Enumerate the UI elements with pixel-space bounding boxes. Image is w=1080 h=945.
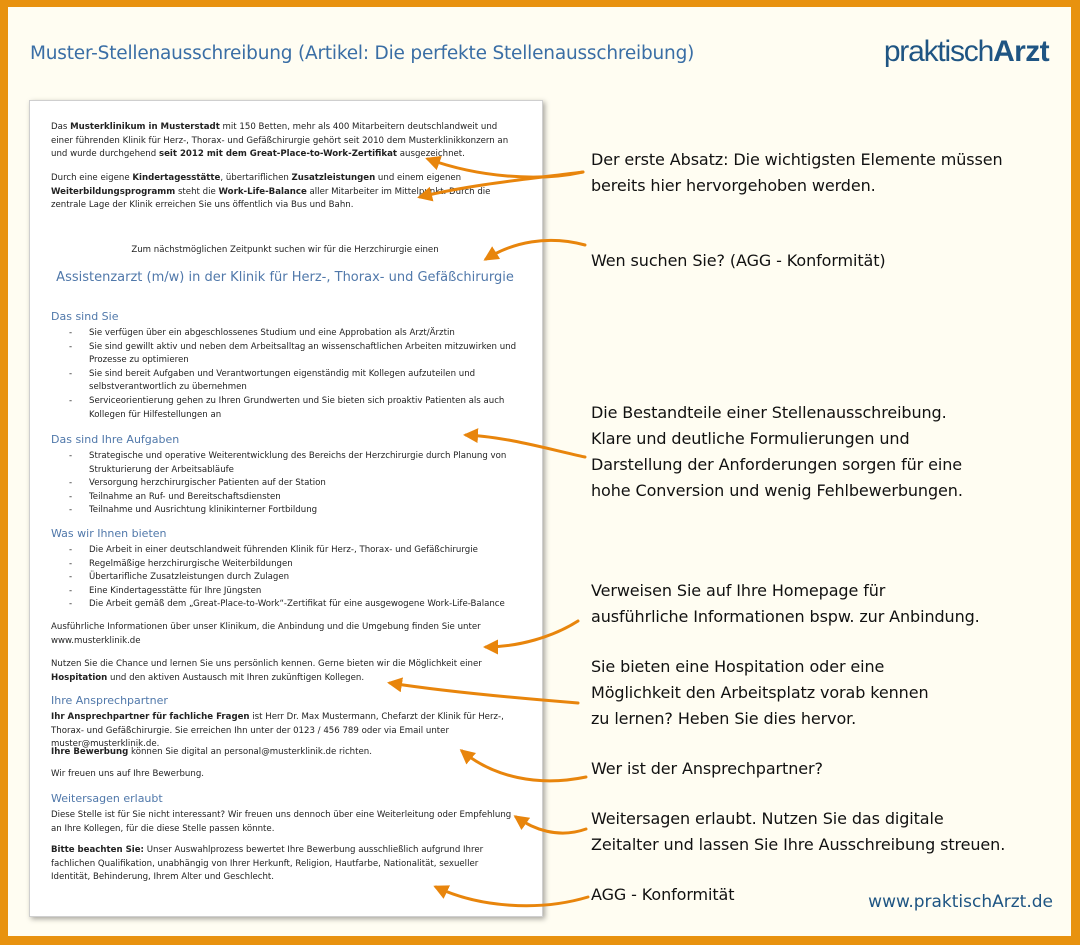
annotation-contact [591,756,1051,782]
bold-text: Bitte beachten Sie: [51,845,144,855]
annotation-line: bereits hier hervorgehoben werden. [591,176,876,195]
list-item-text: Übertarifliche Zusatzleistungen durch Zulagen [89,572,290,583]
annotation-line: ausführliche Informationen bspw. zur Anbindung. [591,607,980,626]
praktischarzt-logo[interactable] [884,35,1049,69]
annotation-line: Wer ist der Ansprechpartner? [591,759,823,778]
bold-text: Ihr Ansprechpartner für fachliche Fragen [51,712,250,722]
text: Durch eine eigene [51,173,133,183]
text: steht die [175,186,219,197]
bold-text: seit 2012 mit dem Great-Place-to-Work-Zertifikat [158,149,398,160]
more-info-paragraph: Ausführliche Informationen über unser Klinikum, die Anbindung und die Umgebung finden Sie unter www.musterklinik.de [51,622,481,646]
intro-paragraph [51,121,519,162]
list-item-text: Die Arbeit in einer deutschlandweit führenden Klinik für Herz-, Thorax- und Gefäßchirurgie [89,545,478,555]
list-item: - Sie sind gewillt aktiv und neben dem Arbeitsalltag an wissenschaftlichen Arbeiten mitzuwirken und Prozesse zu optimieren [69,341,517,366]
list-item-text: Sie verfügen über ein abgeschlossenes Studium und eine Approbation als Arzt/Ärztin [89,328,455,338]
annotation-hospitation [591,654,1051,732]
list-item: - Sie verfügen über ein abgeschlossenes Studium und eine Approbation als Arzt/Ärztin [69,328,455,338]
job-posting-document [29,100,543,917]
annotation-line: Sie bieten eine Hospitation oder eine [591,657,885,676]
annotation-line: Die Bestandteile einer Stellenausschreibung. [591,403,947,422]
annotation-components [591,400,1051,504]
list-item-text: Teilnahme an Ruf- und Bereitschaftsdiensten [89,491,281,502]
benefits-paragraph [51,172,519,213]
tasks-list [51,450,519,518]
annotation-who [591,248,1051,274]
list-item: - Strategische und operative Weiterentwicklung des Bereichs der Herzchirurgie durch Planung von Strukturierung der Arbeitsabläufe [69,451,507,475]
annotation-line: hohe Conversion und wenig Fehlbewerbungen. [591,481,963,500]
list-item: - Die Arbeit in einer deutschlandweit führenden Klinik für Herz-, Thorax- und Gefäßchirurgie [69,545,478,555]
text: Nutzen Sie die Chance und lernen Sie uns persönlich kennen. Gerne bieten wir die Möglichkeit einer [51,659,482,669]
text: , übertariflichen [220,173,292,183]
text: aller Mitarbeiter im Mittelpunkt. Durch die zentrale Lage der Klinik erreichen Sie uns öffentlich via Bus und Bahn. [51,186,491,211]
list-item: - Sie sind bereit Aufgaben und Verantwortungen eigenständig mit Kollegen aufzuteilen und selbstverantwortlich zu übernehmen [69,368,476,393]
text: und den aktiven Austausch mit Ihren zukünftigen Kollegen. [107,672,365,683]
text: und einem eigenen [375,173,462,183]
list-item: - Die Arbeit gemäß dem „Great-Place-to-Work“-Zertifikat für eine ausgewogene Work-Life-Balance [69,599,505,610]
list-item-text: Teilnahme und Ausrichtung klinikinterner Fortbildung [89,505,318,516]
annotation-line: Zeitalter und lassen Sie Ihre Ausschreibung streuen. [591,835,1006,854]
agg-notice-paragraph [51,844,519,885]
annotation-line: Klare und deutliche Formulierungen und [591,429,910,448]
section-heading-contact: Ihre Ansprechpartner [51,694,168,707]
annotation-line: zu lernen? Heben Sie dies hervor. [591,709,857,728]
section-heading-tasks: Das sind Ihre Aufgaben [51,433,180,446]
list-item: - Versorgung herzchirurgischer Patienten auf der Station [69,478,326,489]
annotation-line: Möglichkeit den Arbeitsplatz vorab kennen [591,683,929,702]
list-item-text: Serviceorientierung gehen zu Ihren Grundwerten und Sie bieten sich proaktiv Patienten als auch Kollegen für Hilfestellungen an [89,395,505,420]
list-item: - Teilnahme an Ruf- und Bereitschaftsdiensten [69,491,281,502]
list-item: - Regelmäßige herzchirurgische Weiterbildungen [69,558,293,569]
list-item-text: Eine Kindertagesstätte für Ihre Jüngsten [89,585,262,596]
section-heading-offer: Was wir Ihnen bieten [51,527,167,540]
annotation-line: Weitersagen erlaubt. Nutzen Sie das digitale [591,809,944,828]
list-item: - Übertarifliche Zusatzleistungen durch Zulagen [69,572,290,583]
annotation-first-paragraph [591,147,1051,199]
text: Das [51,122,71,132]
annotation-line: Der erste Absatz: Die wichtigsten Elemente müssen [591,150,1003,169]
share-paragraph: Diese Stelle ist für Sie nicht interessant? Wir freuen uns dennoch über eine Weiterleitung oder Empfehlung an Ihre Kollegen, für die diese Stelle passen könnte. [51,810,512,834]
list-item-text: Die Arbeit gemäß dem „Great-Place-to-Work“-Zertifikat für eine ausgewogene Work-Life-Balance [89,599,505,610]
annotation-line: AGG - Konformität [591,885,735,904]
application-paragraph [51,746,519,760]
text: mit 150 Betten, mehr als 400 Mitarbeitern deutschlandweit und einer führenden Klinik für Herz-, Thorax- und Gefäßchirurgie gehört seit 2010 dem Musterklinikkonzern an und wurde durchgehend [51,122,509,160]
text: Unser Auswahlprozess bewertet Ihre Bewerbung ausschließlich aufgrund Ihrer fachlichen Qualifikation, unabhängig von Ihrer Herkunft, Religion, Hautfarbe, Nationalität, sexueller Identität, Behinderung, Ihrem Alter und Geschlecht. [51,845,484,883]
infographic-frame [8,7,1071,936]
list-item-text: Regelmäßige herzchirurgische Weiterbildungen [89,558,293,569]
bold-text: Zusatzleistungen [291,173,376,183]
logo-text-bold: Arzt [993,35,1049,68]
section-heading-share: Weitersagen erlaubt [51,792,163,805]
bold-text: Ihre Bewerbung [51,747,129,757]
text: können Sie digital an personal@musterklinik.de richten. [128,747,372,757]
annotation-line: Darstellung der Anforderungen sorgen für eine [591,455,962,474]
bold-text: Musterklinikum in Musterstadt [70,122,220,132]
list-item: - Eine Kindertagesstätte für Ihre Jüngsten [69,585,262,596]
closing-line: Wir freuen uns auf Ihre Bewerbung. [51,769,205,779]
list-item-text: Versorgung herzchirurgischer Patienten auf der Station [89,478,326,489]
search-line: Zum nächstmöglichen Zeitpunkt suchen wir für die Herzchirurgie einen [131,245,439,255]
text: ausgezeichnet. [397,149,465,160]
bold-text: Kindertagesstätte [132,173,221,183]
section-heading-profile: Das sind Sie [51,310,119,323]
list-item-text: Sie sind bereit Aufgaben und Verantwortungen eigenständig mit Kollegen aufzuteilen und selbstverantwortlich zu übernehmen [89,368,476,393]
list-item-text: Strategische und operative Weiterentwicklung des Bereichs der Herzchirurgie durch Planung von Strukturierung der Arbeitsabläufe [89,451,507,475]
logo-text-light: praktisch [883,35,994,68]
list-item-text: Sie sind gewillt aktiv und neben dem Arbeitsalltag an wissenschaftlichen Arbeiten mitzuwirken und Prozesse zu optimieren [89,341,517,366]
annotation-line: Verweisen Sie auf Ihre Homepage für [591,581,886,600]
annotation-homepage [591,578,1051,630]
bold-text: Weiterbildungsprogramm [51,186,176,197]
bold-text: Work-Life-Balance [218,186,307,197]
text: ist Herr Dr. Max Mustermann, Chefarzt der Klinik für Herz-, Thorax- und Gefäßchirurgie. Sie erreichen Ihn unter der 0123 / 456 789 oder via Email unter muster@musterklinik.de. [51,712,504,750]
profile-list [51,327,519,422]
list-item: - Serviceorientierung gehen zu Ihren Grundwerten und Sie bieten sich proaktiv Patienten als auch Kollegen für Hilfestellungen an [69,395,505,420]
annotation-line: Wen suchen Sie? (AGG - Konformität) [591,251,886,270]
hospitation-paragraph [51,658,519,685]
footer-url[interactable]: www.praktischArzt.de [868,892,1053,912]
bold-text: Hospitation [51,672,108,683]
page-title: Muster-Stellenausschreibung (Artikel: Die perfekte Stellenausschreibung) [30,43,695,64]
annotation-share [591,806,1051,858]
job-title: Assistenzarzt (m/w) in der Klinik für Herz-, Thorax- und Gefäßchirurgie [56,270,514,285]
offer-list [51,544,519,612]
list-item: - Teilnahme und Ausrichtung klinikinterner Fortbildung [69,505,318,516]
